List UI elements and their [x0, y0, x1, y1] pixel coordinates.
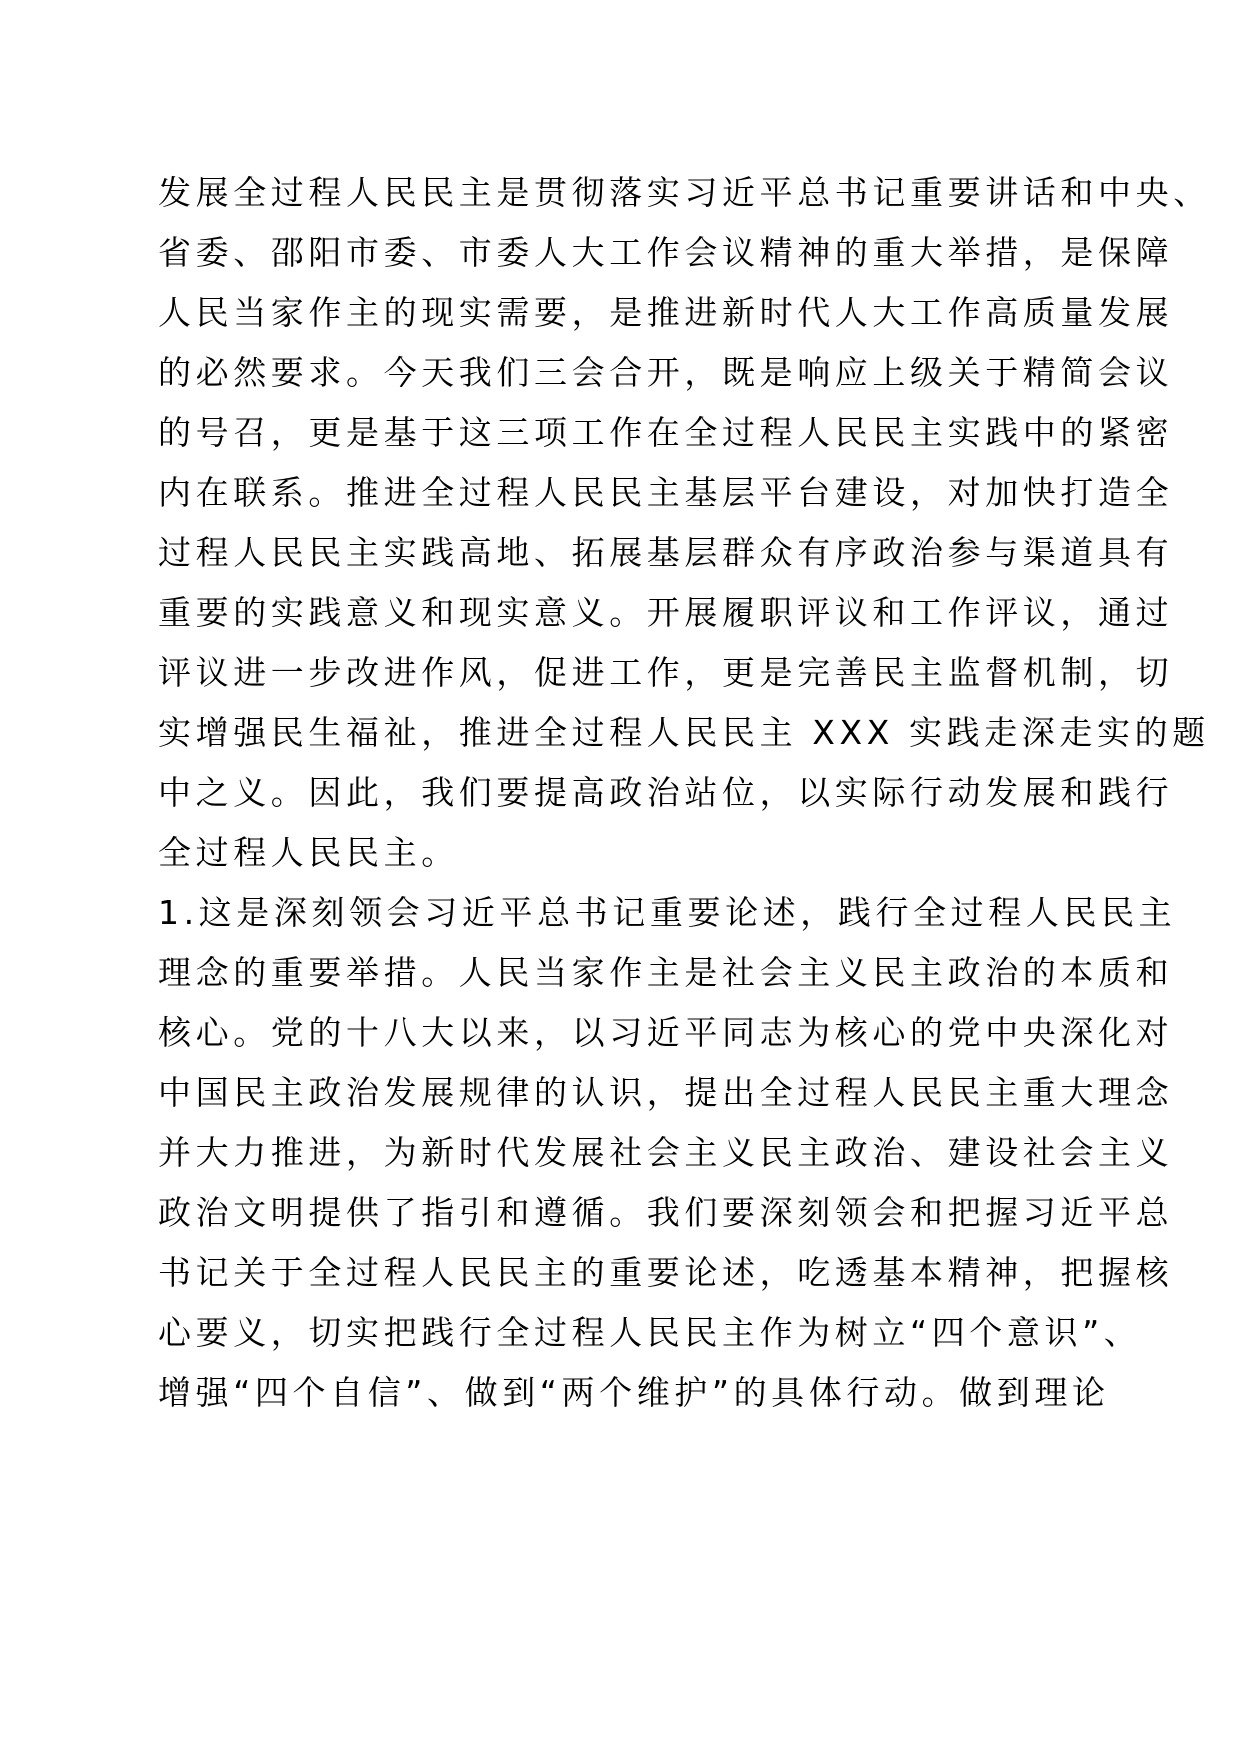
text-line: 过程人民民主实践高地、拓展基层群众有序政治参与渠道具有: [158, 533, 1174, 572]
body-text: [158, 163, 1211, 1423]
text-line: 的必然要求。今天我们三会合开，既是响应上级关于精简会议: [158, 353, 1174, 392]
numbered-item-line: 1.这是深刻领会习近平总书记重要论述，践行全过程人民民主: [158, 893, 1177, 932]
text-line: 内在联系。推进全过程人民民主基层平台建设，对加快打造全: [158, 473, 1174, 512]
text-line: 重要的实践意义和现实意义。开展履职评议和工作评议，通过: [158, 593, 1174, 632]
text-line: 政治文明提供了指引和遵循。我们要深刻领会和把握习近平总: [158, 1193, 1174, 1232]
text-line: 的号召，更是基于这三项工作在全过程人民民主实践中的紧密: [158, 413, 1174, 452]
text-line: 增强“四个自信”、做到“两个维护”的具体行动。做到理论: [158, 1373, 1110, 1412]
text-line: 实增强民生福祉，推进全过程人民民主 XXX 实践走深走实的题: [158, 713, 1210, 752]
text-line: 全过程人民民主。: [158, 833, 459, 872]
text-line: 核心。党的十八大以来，以习近平同志为核心的党中央深化对: [158, 1013, 1174, 1052]
text-line: 发展全过程人民民主是贯彻落实习近平总书记重要讲话和中央、: [158, 173, 1211, 212]
text-line: 中之义。因此，我们要提高政治站位，以实际行动发展和践行: [158, 773, 1174, 812]
text-line: 理念的重要举措。人民当家作主是社会主义民主政治的本质和: [158, 953, 1174, 992]
text-line: 中国民主政治发展规律的认识，提出全过程人民民主重大理念: [158, 1073, 1174, 1112]
text-line: 心要义，切实把践行全过程人民民主作为树立“四个意识”、: [158, 1313, 1142, 1352]
text-line: 人民当家作主的现实需要，是推进新时代人大工作高质量发展: [158, 293, 1174, 332]
text-line: 书记关于全过程人民民主的重要论述，吃透基本精神，把握核: [158, 1253, 1174, 1292]
text-line: 省委、邵阳市委、市委人大工作会议精神的重大举措，是保障: [158, 233, 1174, 272]
text-line: 评议进一步改进作风，促进工作，更是完善民主监督机制，切: [158, 653, 1174, 692]
text-line: 并大力推进，为新时代发展社会主义民主政治、建设社会主义: [158, 1133, 1174, 1172]
